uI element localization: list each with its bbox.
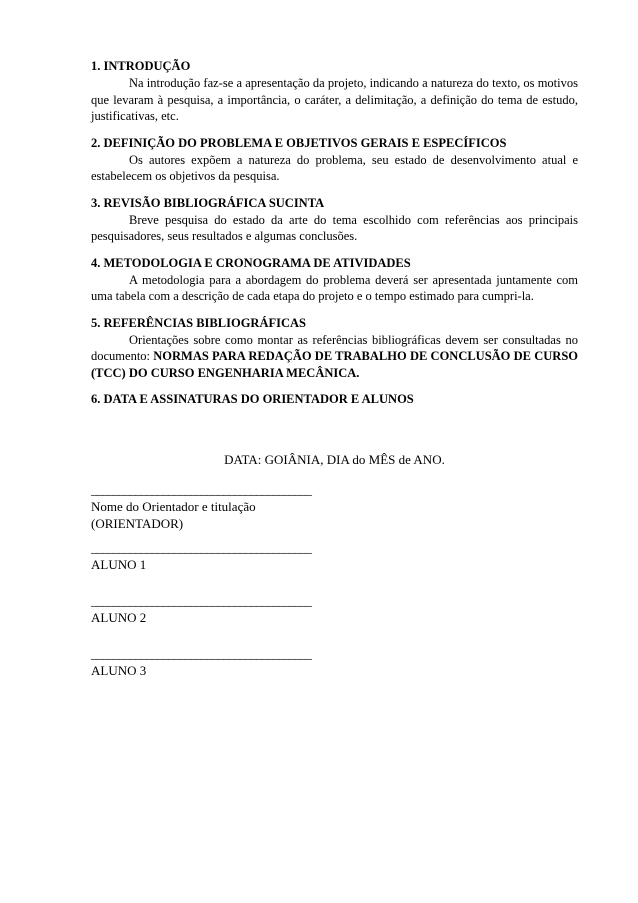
document-page [91, 58, 578, 678]
section-text-plain: Orientações sobre como montar as referências bibliográficas devem ser consultadas no documento: [91, 332, 578, 363]
signature-orientador [91, 481, 311, 532]
date-line: DATA: GOIÂNIA, DIA do MÊS de ANO. [224, 452, 445, 467]
section-heading: 1. INTRODUÇÃO [91, 59, 191, 73]
signature-line: ________________________________________ [91, 646, 311, 661]
section-text: Os autores expõem a natureza do problema, seu estado de desenvolvimento atual e estabelecem os objetivos da pesquisa. [91, 152, 578, 183]
section-heading: 2. DEFINIÇÃO DO PROBLEMA E OBJETIVOS GERAIS E ESPECÍFICOS [91, 135, 507, 150]
aluno-label: ALUNO 1 [91, 557, 147, 572]
section-text-bold: NORMAS PARA REDAÇÃO DE TRABALHO DE CONCLUSÃO DE CURSO (TCC) DO CURSO ENGENHARIA MECÂNICA. [91, 349, 578, 380]
signature-aluno-3 [91, 645, 311, 679]
section-heading: 6. DATA E ASSINATURAS DO ORIENTADOR E ALUNOS [91, 392, 414, 406]
orientador-name: Nome do Orientador e titulação [91, 499, 256, 514]
section-revisao-bibliografica [91, 195, 578, 245]
section-data-assinaturas [91, 391, 578, 408]
orientador-role: (ORIENTADOR) [91, 516, 184, 531]
section-referencias [91, 315, 578, 382]
signature-aluno-2 [91, 592, 311, 626]
section-definicao-problema [91, 135, 578, 185]
signature-line: ________________________________________ [91, 593, 311, 608]
aluno-label: ALUNO 2 [91, 610, 147, 625]
section-text [91, 332, 578, 382]
signature-line: ________________________________________ [91, 482, 311, 497]
aluno-label: ALUNO 3 [91, 663, 147, 678]
signature-line: ________________________________________ [91, 540, 311, 555]
section-heading: 5. REFERÊNCIAS BIBLIOGRÁFICAS [91, 315, 306, 330]
section-heading: 4. METODOLOGIA E CRONOGRAMA DE ATIVIDADES [91, 255, 411, 270]
section-text: A metodologia para a abordagem do problema deverá ser apresentada juntamente com uma tabela com a descrição de cada etapa do projeto e o tempo estimado para cumpri-la. [91, 272, 578, 303]
section-introducao [91, 58, 578, 125]
section-text: Breve pesquisa do estado da arte do tema escolhido com referências aos principais pesquisadores, seus resultados e algumas conclusões. [91, 212, 578, 243]
section-heading: 3. REVISÃO BIBLIOGRÁFICA SUCINTA [91, 195, 325, 210]
section-text: Na introdução faz-se a apresentação da projeto, indicando a natureza do texto, os motivos que levaram à pesquisa, a importância, o caráter, a delimitação, a definição do tema de estudo, justificativas, etc. [91, 76, 578, 123]
signature-aluno-1 [91, 539, 311, 573]
section-metodologia [91, 255, 578, 305]
